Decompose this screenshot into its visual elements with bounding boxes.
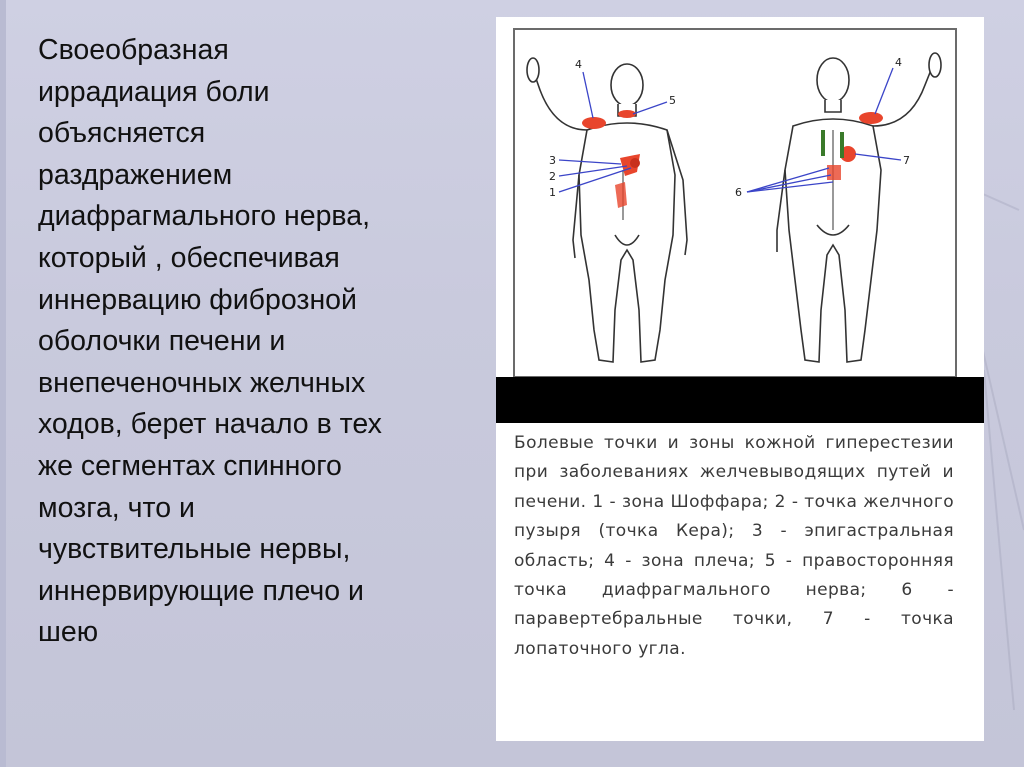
front-label-5: 5 [669,94,676,107]
front-label-4: 4 [575,58,582,71]
body-pain-points-illustration [513,28,957,378]
black-separator-bar [496,377,984,423]
left-edge-stripe [0,0,6,767]
front-label-1: 1 [549,186,556,199]
figure-panel [496,17,984,741]
front-label-3: 3 [549,154,556,167]
back-label-4: 4 [895,56,902,69]
back-label-6: 6 [735,186,742,199]
slide-body-text: Своеобразная иррадиация боли объясняется раздражением диафрагмального нерва, который , обеспечивая иннервацию фиброзной оболочки печени и внепеченочных желчных ходов, берет начало в тех же сегментах спинного мозга, что и чувствительные нервы, иннервирующие плечо и шею [38,34,382,649]
front-label-2: 2 [549,170,556,183]
back-label-7: 7 [903,154,910,167]
figure-caption: Болевые точки и зоны кожной гиперестезии при заболеваниях желчевыводящих путей и печени. 1 - зона Шоффара; 2 - точка желчного пузыря (точка Кера); 3 - эпигастральная область; 4 - зона плеча; 5 - правосторонняя точка диафрагмального нерва; 6 - паравертебральные точки, 7 - точка лопаточного угла. [514,433,954,659]
back-body-figure [777,53,941,362]
